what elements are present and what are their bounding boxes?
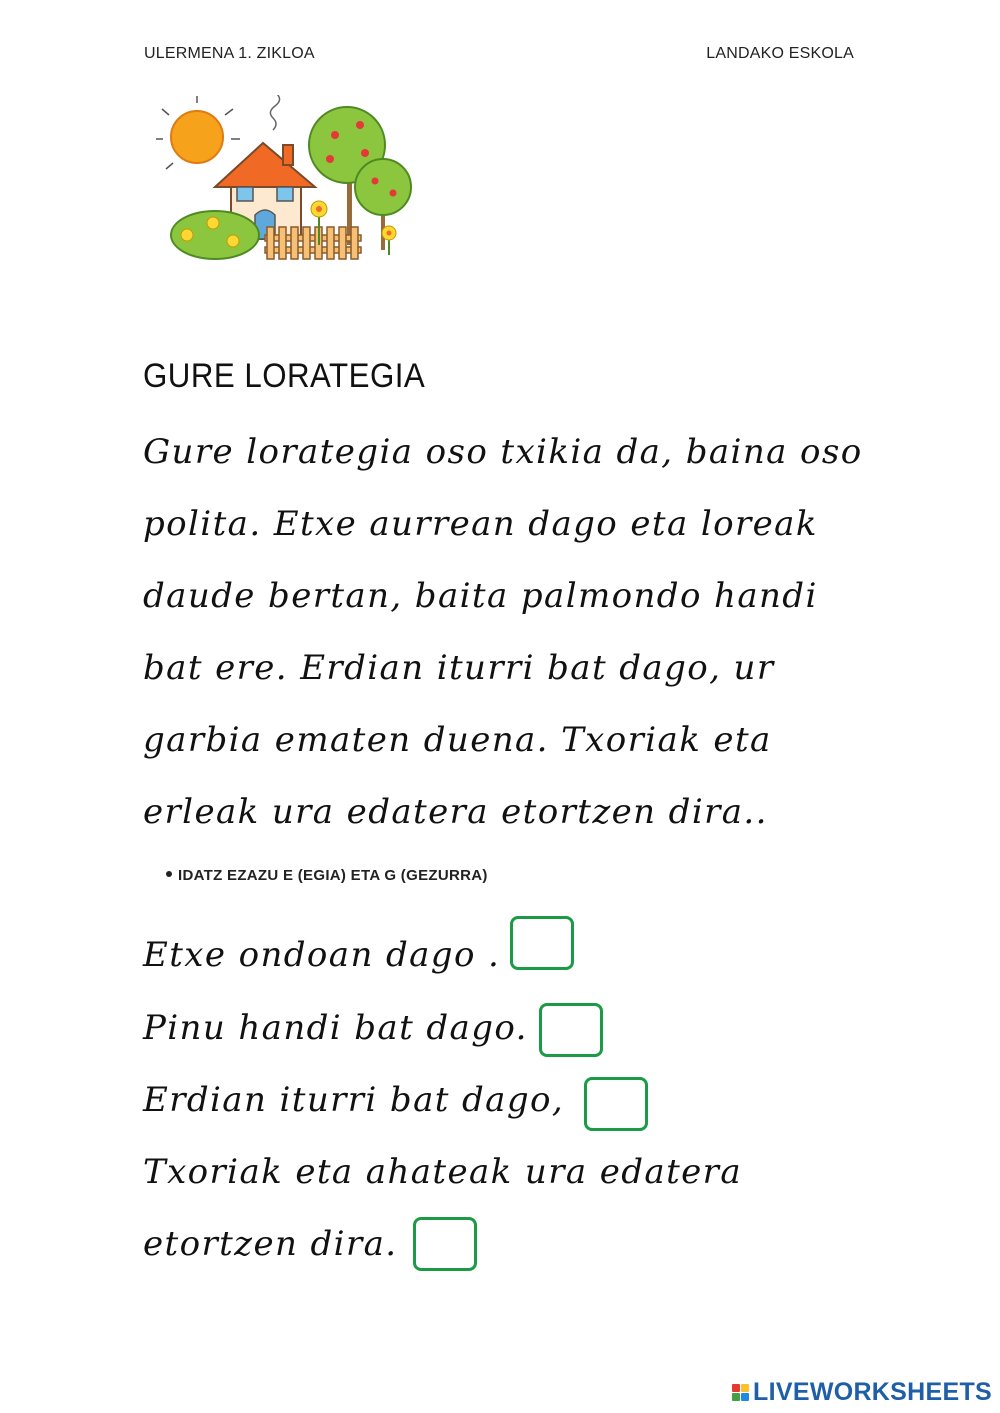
paragraph-line: polita. Etxe aurrean dago eta loreak bbox=[143, 504, 818, 544]
header-left: ULERMENA 1. ZIKLOA bbox=[144, 45, 315, 62]
liveworksheets-wordmark: LIVEWORKSHEETS bbox=[753, 1378, 992, 1406]
header-right: LANDAKO ESKOLA bbox=[706, 45, 854, 62]
fence-icon bbox=[265, 227, 361, 259]
liveworksheets-icon bbox=[732, 1384, 749, 1401]
bush-icon bbox=[171, 211, 259, 259]
question-1: Etxe ondoan dago . bbox=[143, 935, 501, 975]
bullet-icon bbox=[166, 871, 172, 877]
question-2: Pinu handi bat dago. bbox=[143, 1008, 528, 1048]
liveworksheets-logo[interactable] bbox=[732, 1378, 992, 1407]
paragraph-line: daude bertan, baita palmondo handi bbox=[143, 576, 818, 616]
paragraph-line: Gure lorategia oso txikia da, baina oso bbox=[143, 432, 863, 472]
question-3: Erdian iturri bat dago, bbox=[143, 1080, 565, 1120]
answer-box-2[interactable] bbox=[539, 1003, 603, 1057]
house-garden-illustration bbox=[155, 95, 420, 265]
paragraph-line: garbia ematen duena. Txoriak eta bbox=[143, 720, 772, 760]
paragraph-line: bat ere. Erdian iturri bat dago, ur bbox=[143, 648, 775, 688]
answer-box-3[interactable] bbox=[584, 1077, 648, 1131]
instruction-text: IDATZ EZAZU E (EGIA) ETA G (GEZURRA) bbox=[178, 867, 488, 884]
sun-icon bbox=[156, 96, 240, 169]
answer-box-1[interactable] bbox=[510, 916, 574, 970]
paragraph-line: erleak ura edatera etortzen dira.. bbox=[143, 792, 768, 832]
question-4: Txoriak eta ahateak ura edatera bbox=[143, 1152, 742, 1192]
text-title: GURE LORATEGIA bbox=[143, 357, 426, 395]
question-4-continued: etortzen dira. bbox=[143, 1224, 398, 1264]
tree-icon bbox=[309, 107, 411, 250]
answer-box-4[interactable] bbox=[413, 1217, 477, 1271]
instruction bbox=[166, 867, 488, 884]
